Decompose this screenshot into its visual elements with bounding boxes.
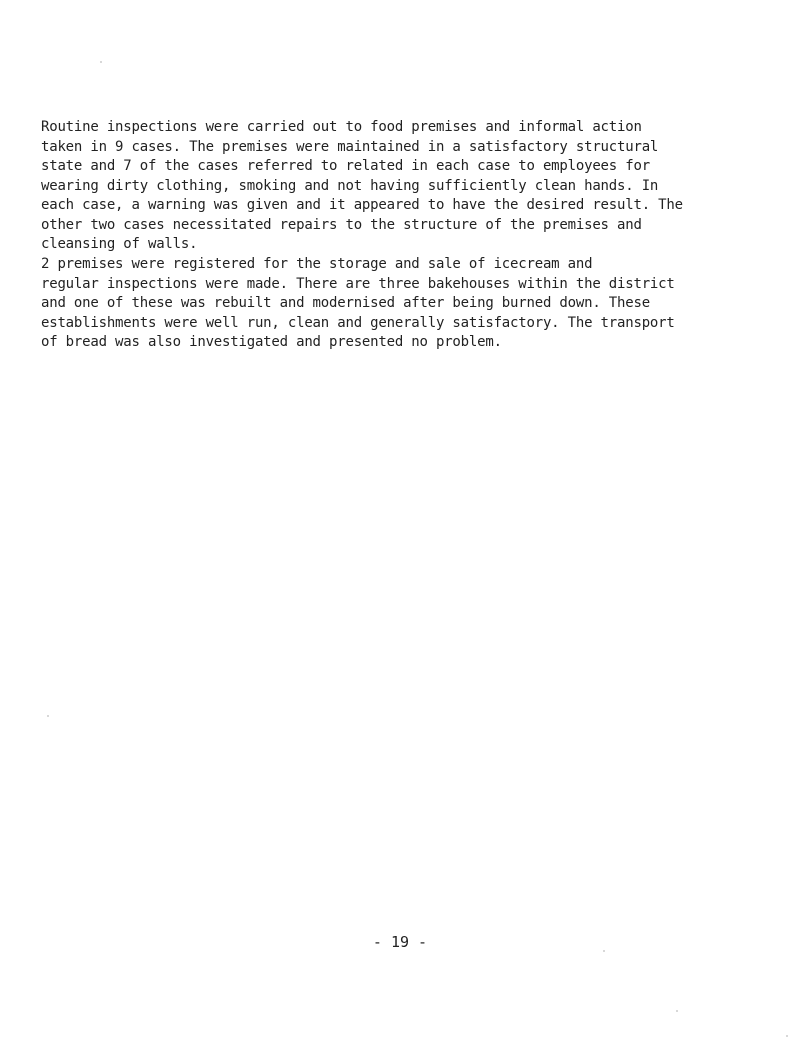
scan-speck <box>47 715 49 717</box>
paragraph-icecream-bakehouses: 2 premises were registered for the storage and sale of icecream and regular inspections were made. There are three bakehouses within the district and one of these was rebuilt and modernised after being burned down. These establishments were well run, clean and generally satisfactory. The transport of bread was also investigated and presented no problem. <box>41 256 675 350</box>
paragraph-food-premises: Routine inspections were carried out to food premises and informal action taken in 9 cases. The premises were maintained in a satisfactory structural state and 7 of the cases referred to related in each case to employees for wearing dirty clothing, smoking and not having sufficiently clean hands. In each case, a warning was given and it appeared to have the desired result. The other two cases necessitated repairs to the structure of the premises and cleansing of walls. <box>41 119 683 252</box>
scan-speck <box>603 950 605 952</box>
scan-speck <box>676 1010 678 1012</box>
page-number: - 19 - <box>372 933 428 951</box>
scan-speck <box>786 1035 788 1037</box>
scan-speck <box>100 61 102 63</box>
